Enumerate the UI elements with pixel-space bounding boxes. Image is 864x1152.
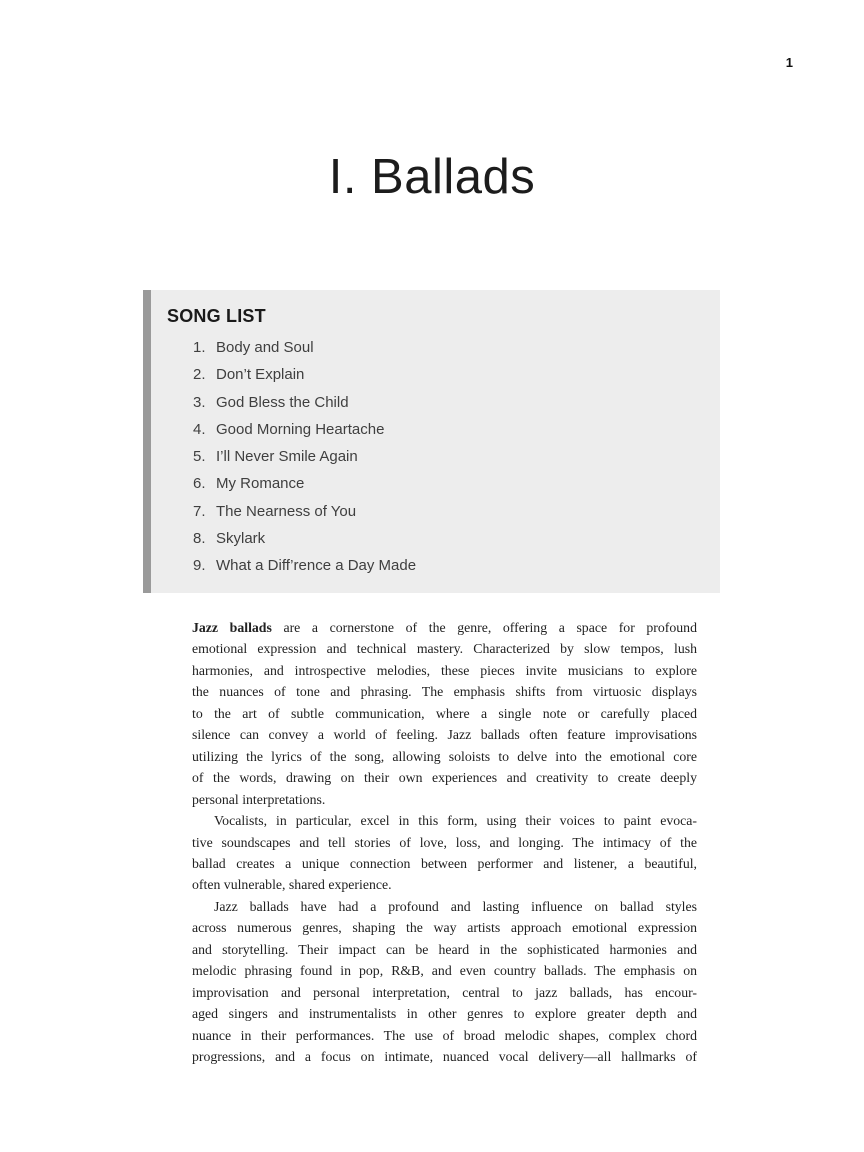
song-title: The Nearness of You bbox=[216, 502, 357, 520]
song-list-item bbox=[193, 361, 720, 388]
paragraph-3 bbox=[192, 896, 697, 1068]
song-title: Don’t Explain bbox=[216, 366, 305, 384]
body-line: often vulnerable, shared experience. bbox=[192, 877, 392, 893]
song-title: God Bless the Child bbox=[216, 393, 349, 411]
paragraph-1 bbox=[192, 617, 697, 810]
song-list-item bbox=[193, 416, 720, 443]
song-title: Good Morning Heartache bbox=[216, 420, 385, 438]
body-line: nuance in their performances. The use of broad melodic shapes, complex chord bbox=[192, 1027, 697, 1043]
song-title: I’ll Never Smile Again bbox=[216, 448, 358, 466]
song-number: 4. bbox=[193, 420, 206, 438]
body-line: improvisation and personal interpretation, central to jazz ballads, has encour- bbox=[192, 984, 697, 1000]
body-line: emotional expression and technical mastery. Characterized by slow tempos, lush bbox=[192, 641, 697, 657]
song-number: 9. bbox=[193, 557, 206, 575]
body-line: to the art of subtle communication, where a single note or carefully placed bbox=[192, 705, 697, 721]
song-list-item bbox=[193, 525, 720, 552]
body-line: Jazz ballads have had a profound and lasting influence on ballad styles bbox=[214, 898, 697, 914]
body-line: aged singers and instrumentalists in other genres to explore greater depth and bbox=[192, 1006, 697, 1022]
song-list-heading: SONG LIST bbox=[167, 306, 266, 326]
body-line: tive soundscapes and tell stories of love, loss, and longing. The intimacy of the bbox=[192, 834, 697, 850]
song-number: 2. bbox=[193, 366, 206, 384]
song-list-item bbox=[193, 443, 720, 470]
chapter-title: I. Ballads bbox=[328, 149, 536, 204]
body-line: personal interpretations. bbox=[192, 791, 326, 807]
body-line-text: are a cornerstone of the genre, offering a space for profound bbox=[271, 620, 697, 635]
body-line: utilizing the lyrics of the song, allowing soloists to delve into the emotional core bbox=[192, 748, 697, 764]
song-list-item bbox=[193, 498, 720, 525]
song-list-item bbox=[193, 334, 720, 361]
song-list-item bbox=[193, 389, 720, 416]
song-title: My Romance bbox=[216, 475, 305, 493]
body-line: and storytelling. Their impact can be heard in the sophisticated harmonies and bbox=[192, 941, 697, 957]
song-number: 3. bbox=[193, 393, 206, 411]
paragraph-2 bbox=[192, 810, 697, 896]
song-number: 1. bbox=[193, 339, 206, 356]
body-line bbox=[192, 617, 697, 638]
body-line: melodic phrasing found in pop, R&B, and even country ballads. The emphasis on bbox=[192, 963, 697, 979]
page-number: 1 bbox=[785, 55, 793, 70]
body-line: across numerous genres, shaping the way artists approach emotional expression bbox=[192, 920, 697, 936]
body-line: silence can convey a world of feeling. Jazz ballads often feature improvisations bbox=[192, 727, 697, 743]
body-line: progressions, and a focus on intimate, nuanced vocal delivery—all hallmarks of bbox=[192, 1049, 697, 1065]
song-number: 5. bbox=[193, 448, 206, 466]
song-number: 6. bbox=[193, 475, 206, 493]
body-line: of the words, drawing on their own experiences and creativity to create deeply bbox=[192, 770, 697, 786]
lead-bold-text: Jazz ballads bbox=[192, 620, 272, 635]
body-line: the nuances of tone and phrasing. The emphasis shifts from virtuosic displays bbox=[192, 684, 697, 700]
song-title: What a Diff’rence a Day Made bbox=[216, 557, 417, 575]
song-list-box bbox=[143, 290, 720, 593]
song-title: Skylark bbox=[216, 530, 266, 548]
song-list-item bbox=[193, 470, 720, 497]
body-line: Vocalists, in particular, excel in this form, using their voices to paint evoca- bbox=[214, 813, 697, 829]
song-number: 8. bbox=[193, 530, 206, 548]
body-line: ballad creates a unique connection between performer and listener, a beautiful, bbox=[192, 855, 697, 871]
song-list bbox=[167, 334, 720, 580]
song-list-item bbox=[193, 552, 720, 579]
song-number: 7. bbox=[193, 502, 206, 520]
song-title: Body and Soul bbox=[216, 339, 314, 356]
body-line: harmonies, and introspective melodies, these pieces invite musicians to explore bbox=[192, 662, 697, 678]
body-text bbox=[192, 617, 697, 1068]
